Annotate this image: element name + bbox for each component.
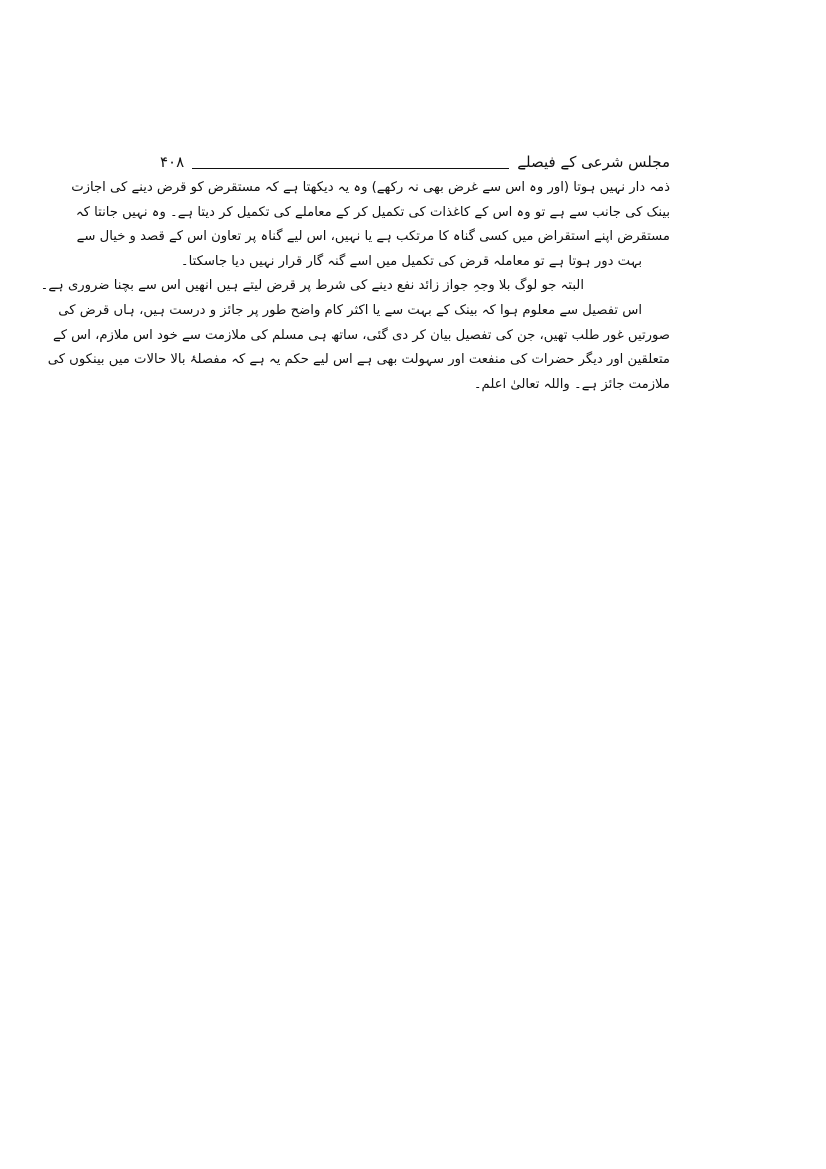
text-line: اس تفصیل سے معلوم ہوا کہ بینک کے بہت سے یا اکثر کام واضح طور پر جائز و درست ہیں، ہاں قرض کی [58,302,642,318]
page-header [160,148,670,172]
text-line: ملازمت جائز ہے۔ واللہ تعالیٰ اعلم۔ [473,376,670,392]
text-line: ذمہ دار نہیں ہوتا (اور وہ اس سے غرض بھی نہ رکھے) وہ یہ دیکھتا ہے کہ مستقرض کو قرض دینے کی اجازت [71,180,670,195]
body-text [40,176,670,397]
text-line: صورتیں غور طلب تھیں، جن کی تفصیل بیان کر دی گئی، ساتھ ہی مسلم کی ملازمت سے خود اس ملازم، اس کے [52,327,670,343]
text-line: بہت دور ہوتا ہے تو معاملہ قرض کی تکمیل میں اسے گنہ گار قرار نہیں دیا جاسکتا۔ [180,253,642,269]
text-line: متعلقین اور دیگر حضرات کی منفعت اور سہولت بھی ہے اس لیے حکم یہ ہے کہ مفصلۂ بالا حالات میں بینکوں کی [47,352,670,368]
text-line: مستقرض اپنے استقراض میں کسی گناہ کا مرتکب ہے یا نہیں، اس لیے گناہ پر تعاون اس کے قصد و خیال سے [76,229,670,245]
text-line: بینک کی جانب سے ہے تو وہ اس کے کاغذات کی تکمیل کر کے معاملے کی تکمیل کر دیتا ہے۔ وہ نہیں جانتا کہ [75,204,670,220]
header-rule [192,168,509,169]
text-line: البتہ جو لوگ بلا وجہِ جواز زائد نفع دینے کی شرط پر قرض لیتے ہیں انھیں اس سے بچنا ضروری ہے۔ [40,278,584,294]
page-number: ۴۰۸ [160,153,185,171]
running-title: مجلس شرعی کے فیصلے [517,153,670,171]
